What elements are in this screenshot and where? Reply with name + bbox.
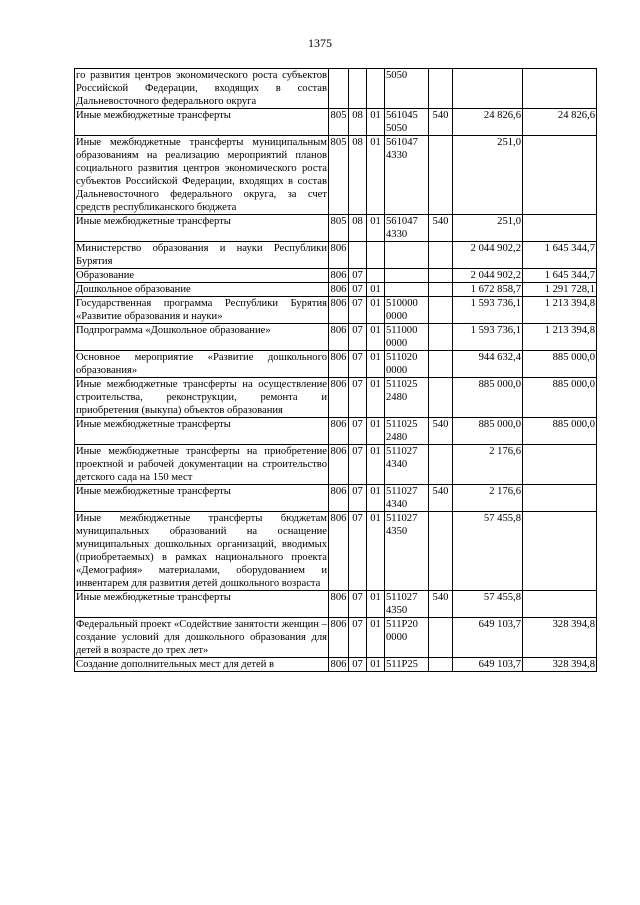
expense-type-cell — [429, 324, 453, 351]
target-article-part: 4330 — [386, 150, 408, 161]
expense-name-cell: Дошкольное образование — [75, 283, 329, 297]
target-article-cell — [385, 618, 429, 658]
target-article-cell — [385, 109, 429, 136]
table-row — [75, 418, 597, 445]
amount-year2-cell — [523, 69, 597, 109]
amount-year1-cell: 885 000,0 — [453, 378, 523, 418]
amount-year1-cell: 2 044 902,2 — [453, 269, 523, 283]
grbs-code-cell: 806 — [329, 242, 349, 269]
amount-year1-cell: 649 103,7 — [453, 618, 523, 658]
section-code-cell: 07 — [349, 485, 367, 512]
target-article-part: 511P25 — [386, 659, 418, 670]
amount-year2-cell — [523, 445, 597, 485]
expense-type-cell — [429, 378, 453, 418]
amount-year2-cell: 1 213 394,8 — [523, 297, 597, 324]
target-article-cell — [385, 283, 429, 297]
grbs-code-cell: 806 — [329, 485, 349, 512]
target-article-part: 4340 — [386, 459, 408, 470]
section-code-cell — [349, 242, 367, 269]
table-row — [75, 485, 597, 512]
subsection-code-cell: 01 — [367, 618, 385, 658]
table-row — [75, 69, 597, 109]
target-article-part: 510000 — [386, 298, 418, 309]
target-article-cell — [385, 445, 429, 485]
expense-name-cell: Иные межбюджетные трансферты на осуществление строительства, реконструкции, ремонта и приобретения (выкупа) объектов образования — [76, 379, 327, 416]
subsection-code-cell: 01 — [367, 512, 385, 591]
target-article-part: 2480 — [386, 392, 408, 403]
table-row — [75, 297, 597, 324]
budget-table — [74, 68, 597, 672]
expense-name-cell: Иные межбюджетные трансферты — [75, 485, 329, 512]
amount-year2-cell: 885 000,0 — [523, 378, 597, 418]
expense-name-cell: Подпрограмма «Дошкольное образование» — [75, 324, 329, 351]
amount-year2-cell: 1 645 344,7 — [523, 242, 597, 269]
target-article-part: 4330 — [386, 229, 408, 240]
amount-year2-cell: 328 394,8 — [523, 658, 597, 672]
grbs-code-cell: 806 — [329, 269, 349, 283]
expense-type-cell — [429, 445, 453, 485]
target-article-cell — [385, 242, 429, 269]
amount-year2-cell — [523, 136, 597, 215]
target-article-part: 561047 — [386, 137, 418, 148]
amount-year1-cell: 251,0 — [453, 215, 523, 242]
table-body — [75, 69, 597, 672]
table-row — [75, 242, 597, 269]
amount-year1-cell: 1 593 736,1 — [453, 297, 523, 324]
target-article-part: 4350 — [386, 605, 408, 616]
section-code-cell: 07 — [349, 283, 367, 297]
table-row — [75, 658, 597, 672]
target-article-part: 561045 — [386, 110, 418, 121]
target-article-part: 511020 — [386, 352, 418, 363]
grbs-code-cell: 805 — [329, 109, 349, 136]
target-article-cell — [385, 418, 429, 445]
expense-name-cell: Иные межбюджетные трансферты — [75, 591, 329, 618]
table-row — [75, 351, 597, 378]
amount-year2-cell: 885 000,0 — [523, 418, 597, 445]
grbs-code-cell: 806 — [329, 618, 349, 658]
section-code-cell: 07 — [349, 269, 367, 283]
section-code-cell: 07 — [349, 512, 367, 591]
subsection-code-cell — [367, 242, 385, 269]
subsection-code-cell: 01 — [367, 485, 385, 512]
grbs-code-cell: 806 — [329, 512, 349, 591]
expense-name-cell: Государственная программа Республики Бурятия «Развитие образования и науки» — [76, 298, 327, 322]
section-code-cell: 08 — [349, 215, 367, 242]
expense-name-cell: Иные межбюджетные трансферты муниципальным образованиям на реализацию мероприятий планов социального развития центров экономического роста субъектов Российской Федерации, входящих в состав Дальневосточного федерального округа, за счет средств республиканского бюджета — [76, 137, 327, 213]
target-article-cell — [385, 591, 429, 618]
target-article-part: 4350 — [386, 526, 408, 537]
subsection-code-cell: 01 — [367, 591, 385, 618]
target-article-cell — [385, 351, 429, 378]
expense-type-cell: 540 — [429, 215, 453, 242]
subsection-code-cell: 01 — [367, 215, 385, 242]
target-article-part: 511000 — [386, 325, 418, 336]
expense-name-cell: Иные межбюджетные трансферты на приобретение проектной и рабочей документации на строительство детского сада на 150 мест — [76, 446, 327, 483]
expense-name-cell: Иные межбюджетные трансферты бюджетам муниципальных образований на оснащение муниципальных дошкольных организаций, вводимых (приобретаемых) в рамках национального проекта «Демография» материалами, оборудованием и инвентарем для развития детей дошкольного возраста — [76, 513, 327, 589]
target-article-cell — [385, 297, 429, 324]
table-row — [75, 445, 597, 485]
section-code-cell: 07 — [349, 445, 367, 485]
subsection-code-cell: 01 — [367, 136, 385, 215]
expense-type-cell — [429, 351, 453, 378]
section-code-cell — [349, 69, 367, 109]
section-code-cell: 07 — [349, 658, 367, 672]
target-article-part: 511P20 — [386, 619, 418, 630]
subsection-code-cell: 01 — [367, 658, 385, 672]
amount-year1-cell: 885 000,0 — [453, 418, 523, 445]
expense-type-cell: 540 — [429, 591, 453, 618]
amount-year1-cell: 251,0 — [453, 136, 523, 215]
expense-name-cell: Основное мероприятие «Развитие дошкольного образования» — [76, 352, 327, 376]
target-article-part: 511027 — [386, 513, 418, 524]
expense-type-cell — [429, 512, 453, 591]
target-article-part: 561047 — [386, 216, 418, 227]
expense-name-cell: Министерство образования и науки Республики Бурятия — [76, 243, 327, 267]
amount-year2-cell: 1 291 728,1 — [523, 283, 597, 297]
expense-type-cell — [429, 283, 453, 297]
grbs-code-cell: 806 — [329, 351, 349, 378]
section-code-cell: 08 — [349, 109, 367, 136]
target-article-part: 511027 — [386, 486, 418, 497]
target-article-part: 0000 — [386, 338, 408, 349]
grbs-code-cell: 806 — [329, 283, 349, 297]
expense-type-cell: 540 — [429, 418, 453, 445]
subsection-code-cell: 01 — [367, 418, 385, 445]
target-article-cell — [385, 269, 429, 283]
amount-year2-cell — [523, 591, 597, 618]
target-article-part: 4340 — [386, 499, 408, 510]
expense-type-cell — [429, 136, 453, 215]
amount-year1-cell: 944 632,4 — [453, 351, 523, 378]
expense-name-cell: Создание дополнительных мест для детей в — [75, 658, 329, 672]
expense-type-cell — [429, 269, 453, 283]
subsection-code-cell: 01 — [367, 378, 385, 418]
expense-type-cell — [429, 69, 453, 109]
section-code-cell: 08 — [349, 136, 367, 215]
amount-year1-cell: 1 593 736,1 — [453, 324, 523, 351]
grbs-code-cell: 806 — [329, 591, 349, 618]
expense-name-cell: Федеральный проект «Содействие занятости женщин – создание условий для дошкольного образования для детей в возрасте до трех лет» — [76, 619, 327, 656]
amount-year2-cell — [523, 485, 597, 512]
amount-year1-cell: 2 044 902,2 — [453, 242, 523, 269]
target-article-cell — [385, 215, 429, 242]
table-row — [75, 512, 597, 591]
expense-type-cell — [429, 658, 453, 672]
target-article-part: 0000 — [386, 365, 408, 376]
subsection-code-cell: 01 — [367, 109, 385, 136]
section-code-cell: 07 — [349, 324, 367, 351]
target-article-cell — [385, 69, 429, 109]
table-row — [75, 618, 597, 658]
table-row — [75, 215, 597, 242]
target-article-part: 511025 — [386, 379, 418, 390]
target-article-cell — [385, 658, 429, 672]
expense-name-cell: Иные межбюджетные трансферты — [75, 109, 329, 136]
target-article-cell — [385, 485, 429, 512]
expense-type-cell: 540 — [429, 109, 453, 136]
amount-year1-cell — [453, 69, 523, 109]
amount-year1-cell: 2 176,6 — [453, 485, 523, 512]
amount-year1-cell: 2 176,6 — [453, 445, 523, 485]
target-article-part: 0000 — [386, 632, 408, 643]
target-article-part: 511025 — [386, 419, 418, 430]
grbs-code-cell: 806 — [329, 658, 349, 672]
amount-year2-cell: 1 213 394,8 — [523, 324, 597, 351]
amount-year1-cell: 24 826,6 — [453, 109, 523, 136]
grbs-code-cell: 805 — [329, 136, 349, 215]
amount-year2-cell — [523, 215, 597, 242]
subsection-code-cell — [367, 69, 385, 109]
target-article-cell — [385, 324, 429, 351]
expense-type-cell — [429, 242, 453, 269]
grbs-code-cell: 805 — [329, 215, 349, 242]
subsection-code-cell: 01 — [367, 297, 385, 324]
target-article-part: 5050 — [386, 70, 408, 81]
section-code-cell: 07 — [349, 418, 367, 445]
grbs-code-cell: 806 — [329, 378, 349, 418]
page-number: 1375 — [308, 36, 332, 50]
amount-year1-cell: 57 455,8 — [453, 591, 523, 618]
amount-year2-cell: 885 000,0 — [523, 351, 597, 378]
amount-year1-cell: 649 103,7 — [453, 658, 523, 672]
target-article-part: 5050 — [386, 123, 408, 134]
amount-year1-cell: 1 672 858,7 — [453, 283, 523, 297]
grbs-code-cell: 806 — [329, 418, 349, 445]
table-row — [75, 324, 597, 351]
expense-name-cell: го развития центров экономического роста субъектов Российской Федерации, входящих в состав Дальневосточного федерального округа — [76, 70, 327, 107]
target-article-part: 0000 — [386, 311, 408, 322]
grbs-code-cell: 806 — [329, 297, 349, 324]
amount-year2-cell: 1 645 344,7 — [523, 269, 597, 283]
section-code-cell: 07 — [349, 351, 367, 378]
amount-year2-cell: 24 826,6 — [523, 109, 597, 136]
target-article-part: 511027 — [386, 446, 418, 457]
grbs-code-cell — [329, 69, 349, 109]
section-code-cell: 07 — [349, 297, 367, 324]
target-article-cell — [385, 136, 429, 215]
target-article-part: 511027 — [386, 592, 418, 603]
target-article-part: 2480 — [386, 432, 408, 443]
table-row — [75, 109, 597, 136]
expense-type-cell — [429, 297, 453, 324]
grbs-code-cell: 806 — [329, 324, 349, 351]
table-row — [75, 136, 597, 215]
target-article-cell — [385, 512, 429, 591]
subsection-code-cell: 01 — [367, 283, 385, 297]
target-article-cell — [385, 378, 429, 418]
expense-name-cell: Образование — [75, 269, 329, 283]
section-code-cell: 07 — [349, 618, 367, 658]
subsection-code-cell: 01 — [367, 445, 385, 485]
expense-name-cell: Иные межбюджетные трансферты — [75, 418, 329, 445]
subsection-code-cell: 01 — [367, 351, 385, 378]
expense-type-cell: 540 — [429, 485, 453, 512]
amount-year1-cell: 57 455,8 — [453, 512, 523, 591]
amount-year2-cell: 328 394,8 — [523, 618, 597, 658]
expense-name-cell: Иные межбюджетные трансферты — [75, 215, 329, 242]
table-row — [75, 283, 597, 297]
table-row — [75, 269, 597, 283]
amount-year2-cell — [523, 512, 597, 591]
subsection-code-cell — [367, 269, 385, 283]
table-row — [75, 378, 597, 418]
table-row — [75, 591, 597, 618]
grbs-code-cell: 806 — [329, 445, 349, 485]
section-code-cell: 07 — [349, 378, 367, 418]
subsection-code-cell: 01 — [367, 324, 385, 351]
section-code-cell: 07 — [349, 591, 367, 618]
expense-type-cell — [429, 618, 453, 658]
